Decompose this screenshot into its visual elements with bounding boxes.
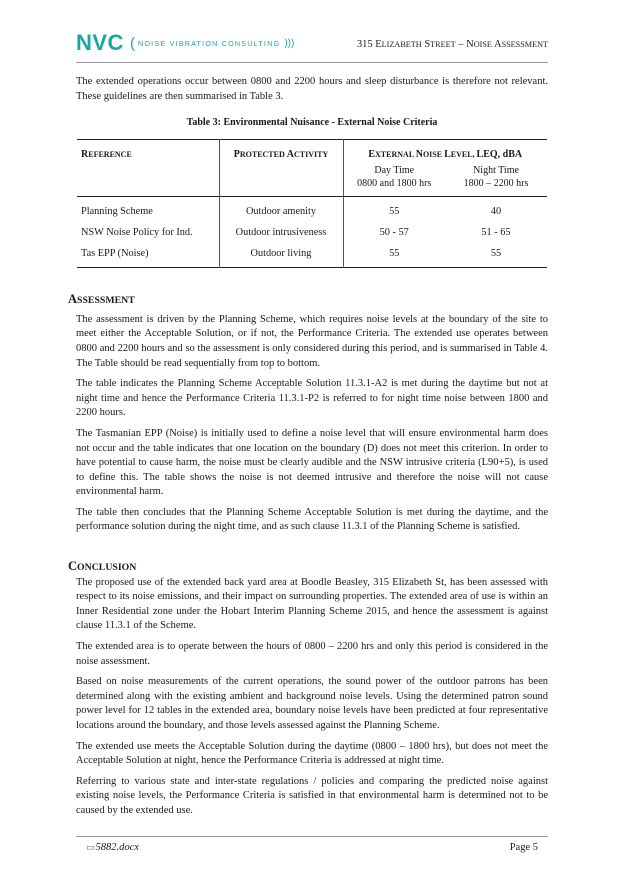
conclusion-heading: CONCLUSION — [68, 559, 137, 574]
footer-divider — [76, 836, 548, 837]
company-logo — [76, 30, 294, 56]
page-header — [76, 30, 548, 64]
sound-wave-icon: ))) — [284, 37, 295, 49]
table-subheader-row — [77, 164, 547, 197]
header-reference: REFERENCE — [81, 148, 132, 160]
assessment-paragraph: The table then concludes that the Planning Scheme Acceptable Solution is met during the daytime, and the performance solution during the night time, and as such clause 11.3.1 of the Planning Scheme is satisfied. — [76, 506, 548, 533]
table-row: NSW Noise Policy for Ind. Outdoor intrusiveness 50 - 57 51 - 65 — [77, 223, 547, 244]
logo-text: NOISE VIBRATION CONSULTING — [137, 38, 281, 48]
table-row: Planning Scheme Outdoor amenity 55 40 — [77, 197, 547, 223]
noise-criteria-table — [77, 139, 547, 268]
header-divider — [76, 62, 548, 63]
conclusion-paragraph: Based on noise measurements of the current operations, the sound power of the outdoor patrons has been determined along with the existing ambient and background noise levels. Using the determined patron sound power level for 12 tables in the extended area, boundary noise levels have been predicted at four representative locations around the boundary, and those levels assessed against the Planning Scheme. — [76, 676, 548, 731]
header-external-noise-level: EXTERNAL NOISE LEVEL, LEQ, dBA — [368, 148, 523, 160]
conclusion-paragraph: Referring to various state and inter-state regulations / policies and comparing the predicted noise against existing noise levels, the Performance Criteria is satisfied in that environmental harm is determined not to be caused by the extended use. — [76, 775, 548, 816]
logo-mark: NVC — [76, 30, 124, 55]
page-content — [68, 75, 548, 825]
conclusion-paragraph: The extended use meets the Acceptable Solution during the daytime (0800 – 1800 hrs), but does not meet the Acceptable Solution at night, hence the Performance Criteria is addressed at night time. — [76, 740, 548, 767]
footer-filename: ▭5882.docx — [86, 842, 139, 853]
conclusion-paragraph: The extended area is to operate between the hours of 0800 – 2200 hrs and only this period is considered in the noise assessment. — [76, 641, 548, 667]
logo-bracket-icon: ( — [129, 34, 135, 52]
conclusion-paragraph: The proposed use of the extended back yard area at Boodle Beasley, 315 Elizabeth St, has been assessed with respect to its noise emissions, and their impact on surrounding properties. The extended area of use is within an Inner Residential zone under the Hobart Interim Planning Scheme 2015, and hence the assessment is against clause 11.3.1 of the Scheme. — [76, 576, 548, 632]
night-time-header: Night Time 1800 – 2200 hrs — [463, 165, 529, 190]
intro-paragraph: The extended operations occur between 0800 and 2200 hours and sleep disturbance is therefore not relevant. These guidelines are then summarised in Table 3. — [76, 76, 548, 102]
table-header-row — [77, 139, 547, 164]
assessment-paragraph: The Tasmanian EPP (Noise) is initially used to define a noise level that will ensure environmental harm does not occur and the table indicates that one location on the boundary (D) does not meet this criterion. In order to have potential to cause harm, the noise must be clearly audible and the NSW intrusive criteria (L90+5), is used to define this. The table shows the noise is not deemed intrusive and therefore the noise will not cause environmental harm. — [76, 427, 548, 498]
day-time-header: Day Time 0800 and 1800 hrs — [357, 165, 432, 190]
assessment-paragraph: The table indicates the Planning Scheme Acceptable Solution 11.3.1-A2 is met during the daytime but not at night time and hence the Performance Criteria 11.3.1-P2 is referred to for night time noise between 1800 and 2200 hours. — [76, 378, 548, 419]
assessment-heading: ASSESSMENT — [68, 292, 135, 307]
table-row: Tas EPP (Noise) Outdoor living 55 55 — [77, 244, 547, 268]
header-protected-activity: PROTECTED ACTIVITY — [219, 139, 343, 164]
document-icon: ▭ — [86, 842, 95, 852]
table-caption: Table 3: Environmental Nuisance - External Noise Criteria — [186, 117, 438, 129]
document-title: 315 ELIZABETH STREET – NOISE ASSESSMENT — [356, 39, 548, 50]
assessment-paragraph: The assessment is driven by the Planning Scheme, which requires noise levels at the boundary of the site to meet either the Acceptable Solution, or if not, the Performance Criteria. The extended use operates between 0800 and 2200 hours and so the assessment is only considered during this period, and is summarised in Table 4. The Table should be read sequentially from top to bottom. — [76, 313, 548, 369]
page-number: Page 5 — [509, 842, 538, 853]
